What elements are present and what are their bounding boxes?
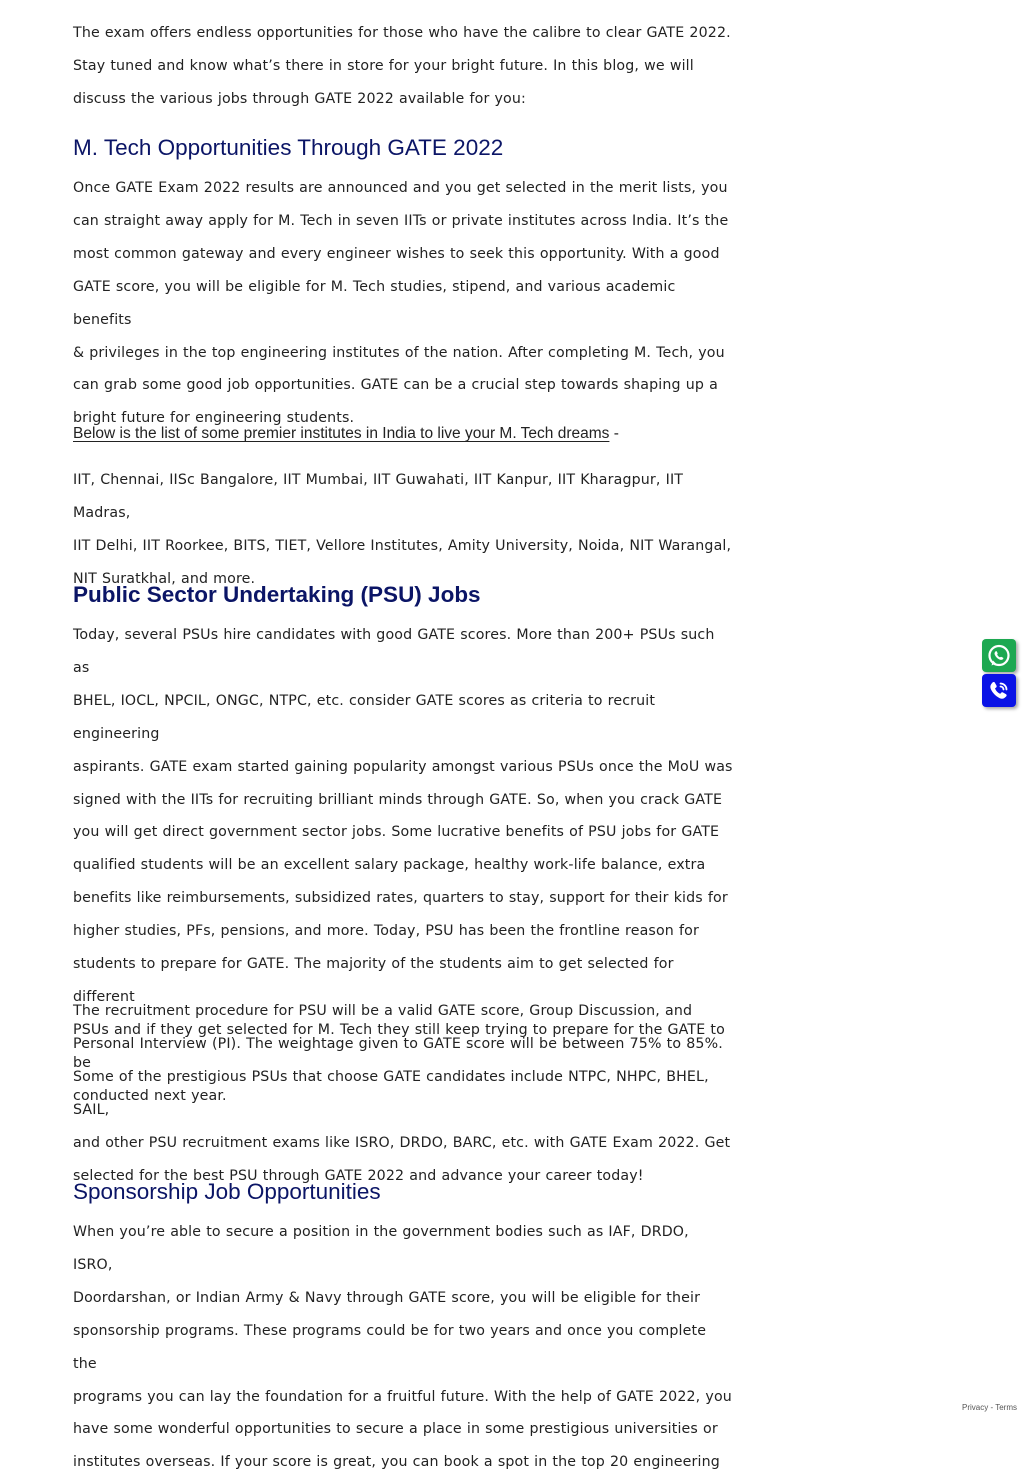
text-line: IIT, Chennai, IISc Bangalore, IIT Mumbai, IIT Guwahati, IIT Kanpur, IIT Kharagpur, IIT Madras, — [73, 472, 684, 521]
psu-heading: Public Sector Undertaking (PSU) Jobs — [73, 582, 481, 607]
text-line: higher studies, PFs, pensions, and more. Today, PSU has been the frontline reason for — [73, 923, 699, 940]
text-line: Personal Interview (PI). The weightage given to GATE score will be between 75% to 85%. — [73, 1035, 723, 1052]
text-line: institutes overseas. If your score is great, you can book a spot in the top 20 engineering — [73, 1454, 720, 1471]
text-line: most common gateway and every engineer wishes to seek this opportunity. With a good — [73, 245, 720, 262]
mtech-paragraph — [73, 172, 733, 435]
text-line: you will get direct government sector jobs. Some lucrative benefits of PSU jobs for GATE — [73, 824, 720, 841]
whatsapp-icon — [986, 643, 1012, 669]
whatsapp-button[interactable] — [982, 639, 1016, 672]
text-line: conducted next year. — [73, 1087, 227, 1104]
text-line: PSUs and if they get selected for M. Tech they still keep trying to prepare for the GATE to be — [73, 1021, 725, 1071]
text-line: can straight away apply for M. Tech in seven IITs or private institutes across India. It’s the — [73, 212, 729, 229]
text-line: Stay tuned and know what’s there in store for your bright future. In this blog, we will — [73, 57, 694, 74]
text-line: signed with the IITs for recruiting brilliant minds through GATE. So, when you crack GATE — [73, 791, 723, 808]
text-line: Some of the prestigious PSUs that choose GATE candidates include NTPC, NHPC, BHEL, SAIL, — [73, 1068, 709, 1118]
call-button[interactable] — [982, 674, 1016, 707]
phone-call-icon — [986, 678, 1012, 704]
text-line: aspirants. GATE exam started gaining popularity amongst various PSUs once the MoU was — [73, 758, 733, 775]
text-line: sponsorship programs. These programs could be for two years and once you complete the — [73, 1322, 707, 1372]
text-line: qualified students will be an excellent salary package, healthy work-life balance, extra — [73, 857, 706, 874]
list-link-suffix: - — [609, 425, 619, 442]
institutes-paragraph — [73, 464, 733, 596]
text-line: & privileges in the top engineering institutes of the nation. After completing M. Tech, you — [73, 344, 725, 361]
text-line: Once GATE Exam 2022 results are announced and you get selected in the merit lists, you — [73, 180, 728, 196]
institutes-list-intro — [73, 423, 619, 443]
text-line: students to prepare for GATE. The majority of the students aim to get selected for different — [73, 956, 674, 1005]
text-line: The recruitment procedure for PSU will be a valid GATE score, Group Discussion, and — [73, 1003, 693, 1019]
text-line: bright future for engineering students. — [73, 410, 355, 427]
text-line: selected for the best PSU through GATE 2022 and advance your career today! — [73, 1167, 644, 1184]
text-line: discuss the various jobs through GATE 2022 available for you: — [73, 90, 526, 107]
text-line: can grab some good job opportunities. GATE can be a crucial step towards shaping up a — [73, 377, 718, 394]
text-line: BHEL, IOCL, NPCIL, ONGC, NTPC, etc. consider GATE scores as criteria to recruit engineering — [73, 692, 656, 742]
text-line: NIT Suratkhal, and more. — [73, 570, 256, 587]
text-line: Today, several PSUs hire candidates with good GATE scores. More than 200+ PSUs such as — [73, 627, 715, 676]
text-line: have some wonderful opportunities to secure a place in some prestigious universities or — [73, 1421, 718, 1438]
recaptcha-privacy-terms[interactable]: Privacy - Terms — [962, 1403, 1017, 1412]
sponsorship-paragraph — [73, 1216, 733, 1479]
text-line: and other PSU recruitment exams like ISRO, DRDO, BARC, etc. with GATE Exam 2022. Get — [73, 1134, 731, 1151]
psu-recruitment-paragraph — [73, 995, 733, 1192]
text-line: GATE score, you will be eligible for M. Tech studies, stipend, and various academic benefits — [73, 278, 676, 328]
text-line: benefits like reimbursements, subsidized rates, quarters to stay, support for their kids for — [73, 890, 728, 907]
text-line: programs you can lay the foundation for a fruitful future. With the help of GATE 2022, you — [73, 1388, 732, 1405]
text-line: When you’re able to secure a position in the government bodies such as IAF, DRDO, ISRO, — [73, 1224, 689, 1273]
intro-paragraph — [73, 17, 733, 116]
institutes-list-link[interactable]: Below is the list of some premier institutes in India to live your M. Tech dreams — [73, 425, 610, 442]
text-line: Doordarshan, or Indian Army & Navy through GATE score, you will be eligible for their — [73, 1289, 701, 1306]
text-line: The exam offers endless opportunities for those who have the calibre to clear GATE 2022. — [73, 25, 731, 41]
mtech-heading: M. Tech Opportunities Through GATE 2022 — [73, 135, 504, 160]
sponsorship-heading: Sponsorship Job Opportunities — [73, 1179, 381, 1204]
text-line: IIT Delhi, IIT Roorkee, BITS, TIET, Vellore Institutes, Amity University, Noida, NIT Warangal, — [73, 537, 732, 554]
